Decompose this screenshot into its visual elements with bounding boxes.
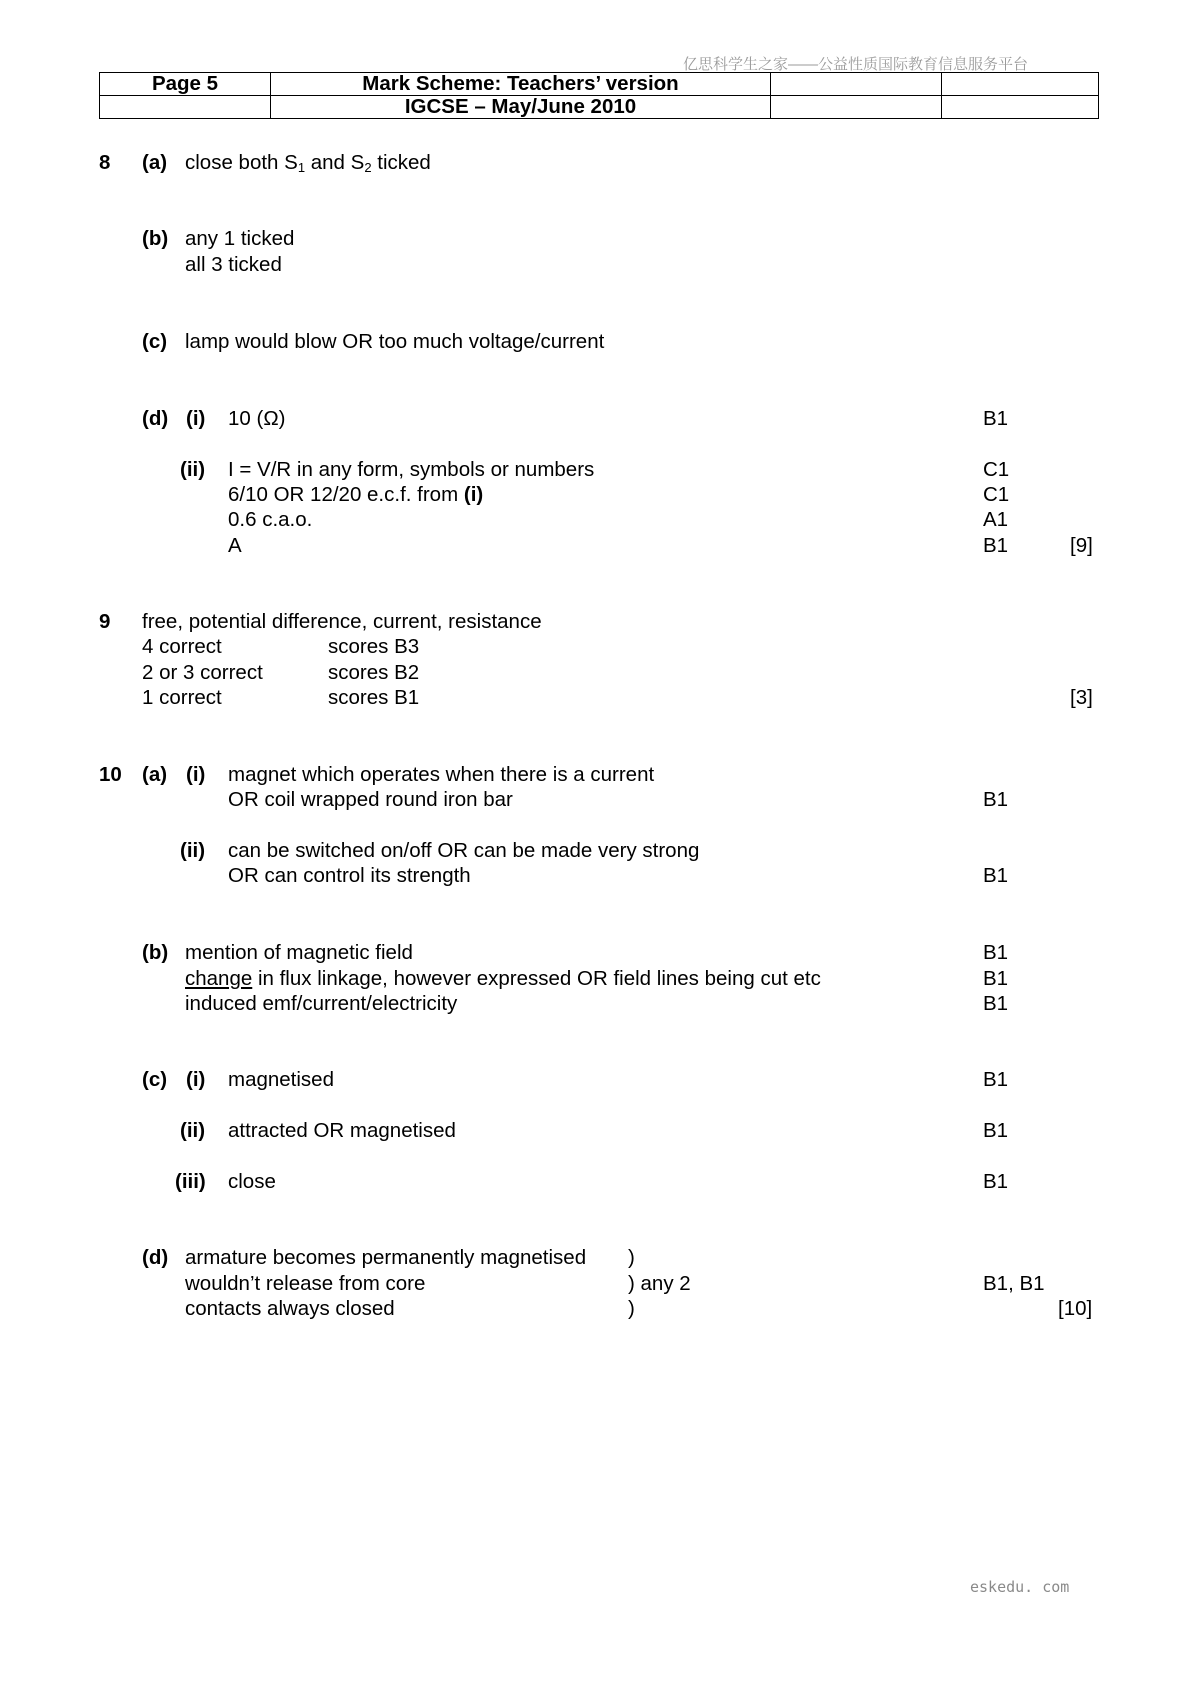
subpart-label: (iii): [175, 1170, 206, 1193]
answer-line: any 1 ticked: [185, 227, 295, 250]
answer-line: I = V/R in any form, symbols or numbers: [228, 458, 595, 481]
subpart-label: (i): [186, 1068, 206, 1091]
score-label: 1 correct: [142, 686, 222, 709]
question-number-9: 9: [99, 610, 111, 633]
mark: B1: [983, 967, 1009, 990]
mark: B1: [983, 788, 1009, 811]
answer-line: 10 (Ω): [228, 407, 286, 430]
question-number-10: 10: [99, 763, 122, 786]
mark: B1: [983, 1170, 1009, 1193]
answer-line: change in flux linkage, however expressed OR field lines being cut etc: [185, 967, 821, 990]
answer-line: all 3 ticked: [185, 253, 282, 276]
mark: B1: [983, 992, 1009, 1015]
answer-line: close: [228, 1170, 276, 1193]
mark: C1: [983, 483, 1010, 506]
part-label: (b): [142, 227, 169, 250]
mark: B1: [983, 941, 1009, 964]
header-empty-cell: [771, 73, 942, 96]
header-empty-cell: [771, 96, 942, 119]
part-label: (c): [142, 330, 168, 353]
answer-line: 6/10 OR 12/20 e.c.f. from (i): [228, 483, 484, 506]
mark: B1: [983, 1119, 1009, 1142]
question-number-8: 8: [99, 151, 111, 174]
brace: ): [628, 1297, 635, 1320]
score-label: 2 or 3 correct: [142, 661, 263, 684]
answer-8a: close both $S_1$ and $S_2$ ticked: [185, 151, 431, 175]
part-label: (d): [142, 407, 169, 430]
mark: A1: [983, 508, 1009, 531]
score-label: 4 correct: [142, 635, 222, 658]
answer-line: attracted OR magnetised: [228, 1119, 456, 1142]
answer-line: magnetised: [228, 1068, 334, 1091]
header-exam: IGCSE – May/June 2010: [271, 96, 771, 119]
mark: C1: [983, 458, 1010, 481]
part-label: (d): [142, 1246, 169, 1269]
score-value: scores B2: [328, 661, 420, 684]
question-total: [3]: [1070, 686, 1093, 709]
answer-line: 0.6 c.a.o.: [228, 508, 313, 531]
header-empty-cell: [942, 96, 1099, 119]
header-empty-cell: [942, 73, 1099, 96]
page-header-table: [99, 72, 1099, 119]
subpart-label: (i): [186, 763, 206, 786]
answer-line: magnet which operates when there is a current: [228, 763, 655, 786]
answer-line: mention of magnetic field: [185, 941, 413, 964]
subpart-label: (i): [186, 407, 206, 430]
mark: B1: [983, 1068, 1009, 1091]
brace-any-2: ) any 2: [628, 1272, 691, 1295]
part-label: (b): [142, 941, 169, 964]
answer-line: armature becomes permanently magnetised: [185, 1246, 587, 1269]
answer-line: OR coil wrapped round iron bar: [228, 788, 513, 811]
mark: B1: [983, 534, 1009, 557]
part-label: (a): [142, 763, 168, 786]
watermark: 亿思科学生之家——公益性质国际教育信息服务平台: [683, 56, 1029, 73]
score-value: scores B1: [328, 686, 420, 709]
answer-line: contacts always closed: [185, 1297, 395, 1320]
part-label: (a): [142, 151, 168, 174]
subpart-label: (ii): [180, 839, 206, 862]
answer-line: A: [228, 534, 242, 557]
question-total: [9]: [1070, 534, 1093, 557]
header-title: Mark Scheme: Teachers’ version: [271, 73, 771, 96]
footer-site: eskedu. com: [970, 1578, 1070, 1596]
subpart-label: (ii): [180, 458, 206, 481]
part-label: (c): [142, 1068, 168, 1091]
mark: B1: [983, 407, 1009, 430]
score-value: scores B3: [328, 635, 420, 658]
header-page-number: Page 5: [100, 73, 271, 96]
brace: ): [628, 1246, 635, 1269]
subpart-label: (ii): [180, 1119, 206, 1142]
answer-line: can be switched on/off OR can be made very strong: [228, 839, 700, 862]
header-empty-cell: [100, 96, 271, 119]
answer-line: free, potential difference, current, resistance: [142, 610, 542, 633]
answer-line: wouldn’t release from core: [185, 1272, 426, 1295]
question-total: [10]: [1058, 1297, 1093, 1320]
mark: B1, B1: [983, 1272, 1045, 1295]
answer-line: induced emf/current/electricity: [185, 992, 458, 1015]
mark: B1: [983, 864, 1009, 887]
answer-line: lamp would blow OR too much voltage/current: [185, 330, 605, 353]
answer-line: OR can control its strength: [228, 864, 471, 887]
